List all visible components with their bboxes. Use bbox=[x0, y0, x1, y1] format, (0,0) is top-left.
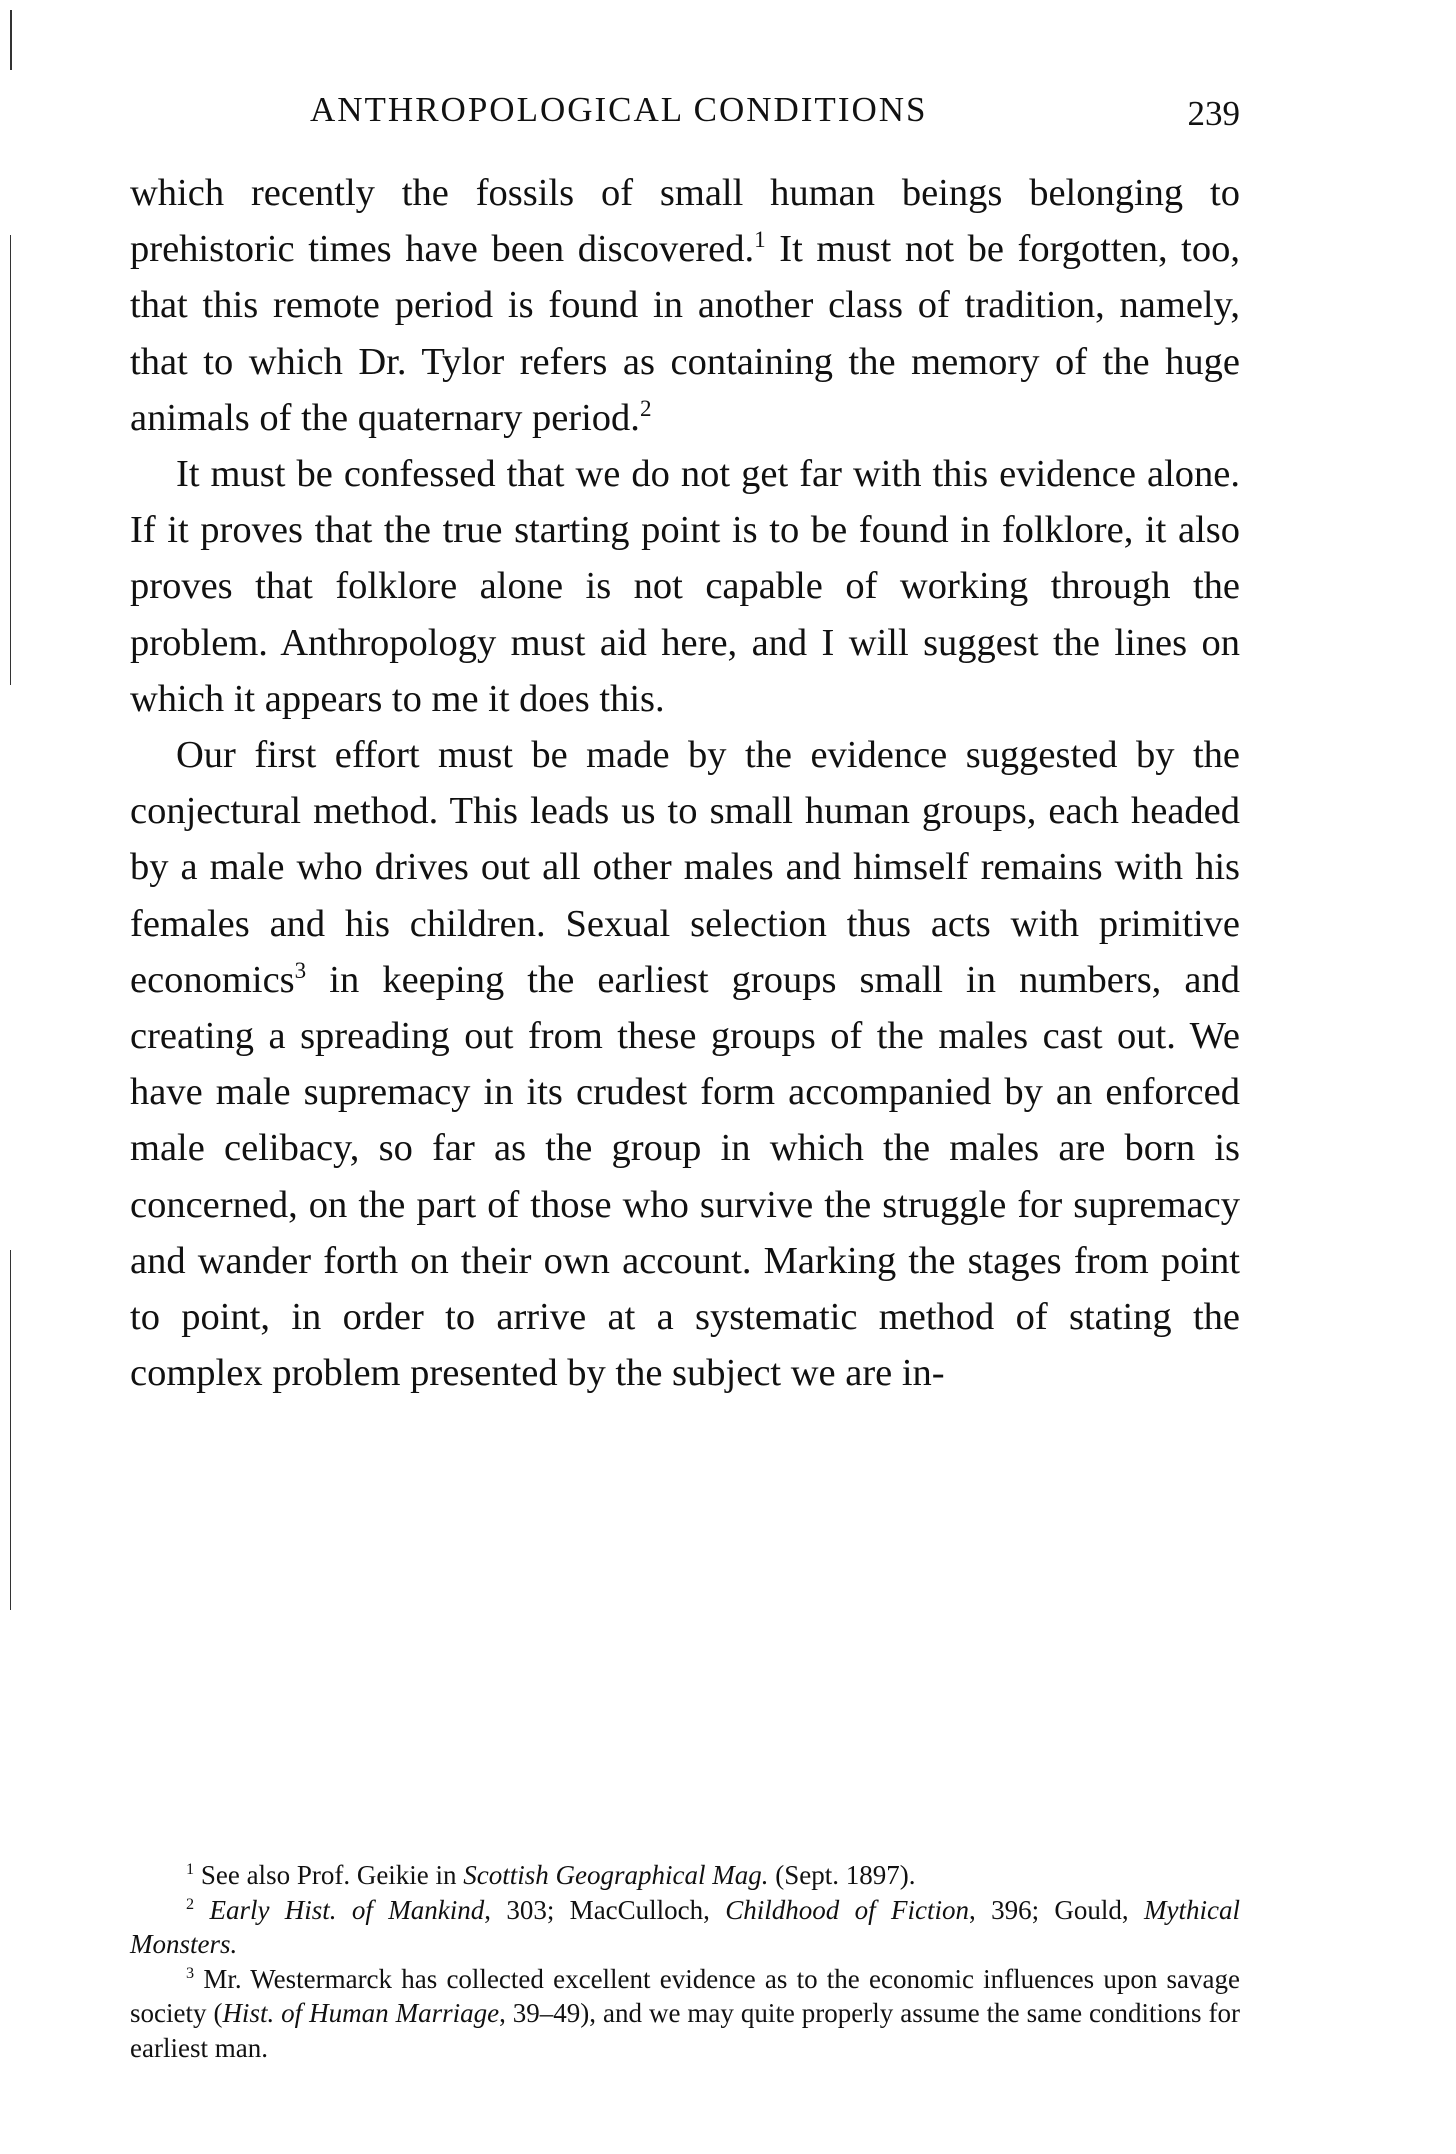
footnote-1: $^1$ See also Prof. Geikie in Scottish Geographical Mag. (Sept. 1897). bbox=[186, 1860, 916, 1890]
margin-scan-line bbox=[10, 1250, 11, 1610]
page-header bbox=[130, 90, 1240, 150]
footnote-3: $^3$ Mr. Westermarck has collected excellent evidence as to the economic influences upon savage society (Hist. of Human Marriage, 39–49), and we may quite properly assume the same conditions for earliest man. bbox=[130, 1963, 1240, 2063]
page-number: 239 bbox=[1187, 94, 1240, 133]
body-text bbox=[130, 165, 1240, 1401]
footnote-ref: 1 bbox=[754, 226, 766, 253]
paragraph: It must be confessed that we do not get far with this evidence alone. If it proves that the true starting point is to be found in folklore, it also proves that folklore alone is not capable of working through the problem. Anthropology must aid here, and I will suggest the lines on which it appears to me it does this. bbox=[130, 453, 1240, 720]
margin-scan-line bbox=[10, 235, 11, 685]
paragraph: Our first effort must be made by the evidence suggested by the conjectural method. This leads us to small human groups, each headed by a male who drives out all other males and himself remains with his females and his children. Sexual selection thus acts with primitive economics$^3$ in keeping the earliest groups small in numbers, and creating a spreading out from these groups of the males cast out. We have male supremacy in its crudest form accompanied by an enforced male celibacy, so far as the group in which the males are born is concerned, on the part of those who survive the struggle for supremacy and wander forth on their own account. Marking the stages from point to point, in order to arrive at a systematic method of stating the complex problem presented by the subject we are in- bbox=[130, 734, 1240, 1395]
paragraph-continuation: which recently the fossils of small human beings belonging to prehistoric times have been discovered.$^1$ It must not be forgotten, too, that this remote period is found in another class of tradition, namely, that to which Dr. Tylor refers as containing the memory of the huge animals of the quaternary period.$^2$ bbox=[130, 172, 1241, 439]
margin-scan-line bbox=[10, 10, 12, 70]
footnotes bbox=[130, 1858, 1240, 2065]
footnote-ref: 3 bbox=[294, 957, 307, 984]
running-title: ANTHROPOLOGICAL CONDITIONS bbox=[310, 90, 928, 129]
footnote-ref: 2 bbox=[639, 394, 652, 421]
footnote-2: $^2$ Early Hist. of Mankind, 303; MacCulloch, Childhood of Fiction, 396; Gould, Mythical Monsters. bbox=[130, 1894, 1240, 1959]
